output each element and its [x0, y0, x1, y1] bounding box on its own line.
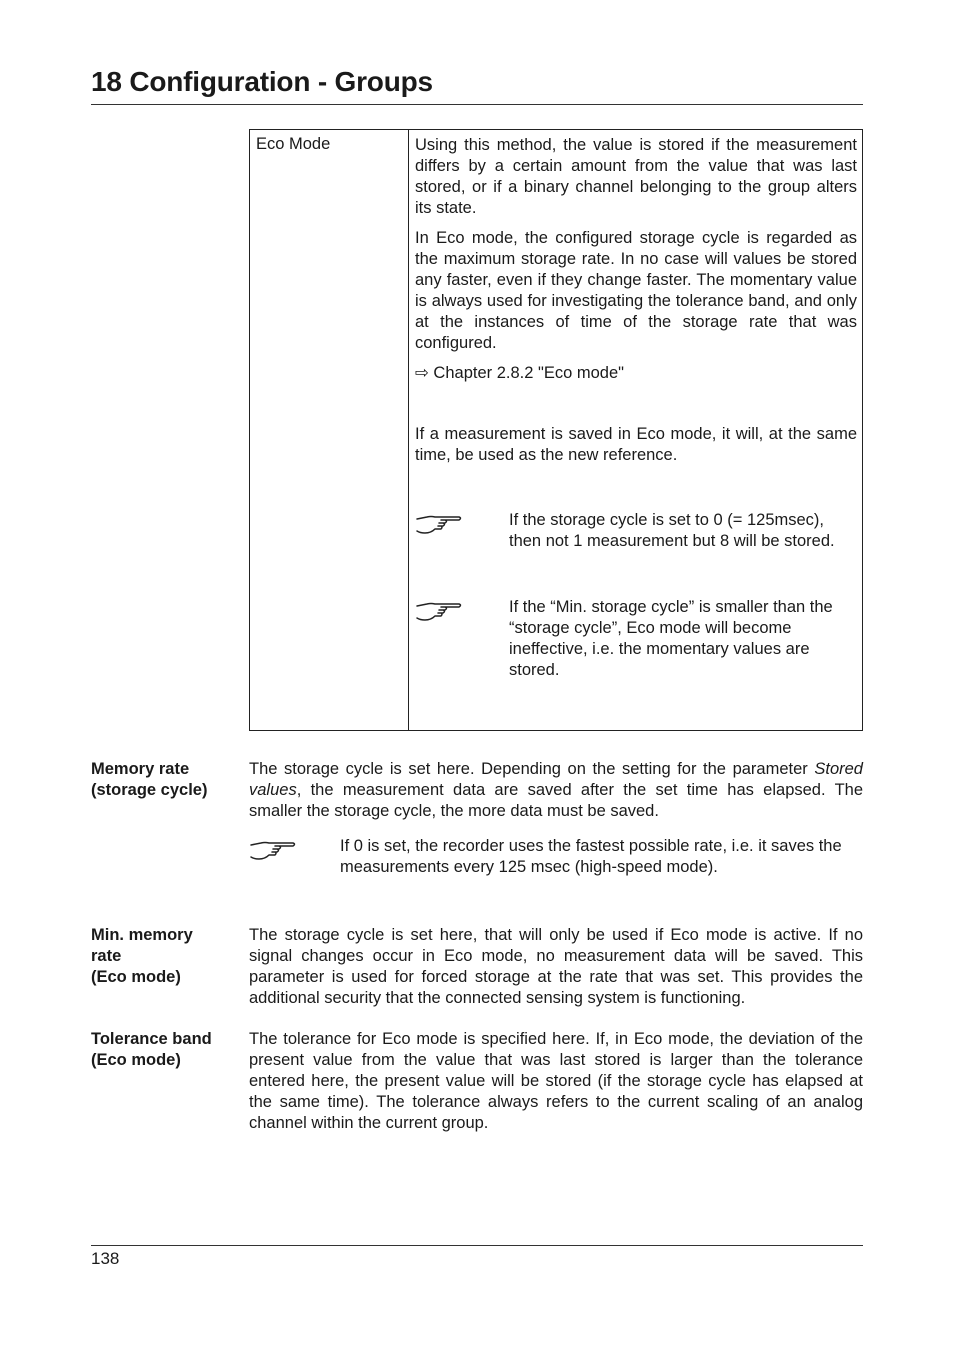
pointing-hand-icon [249, 836, 340, 878]
reference-arrow-icon: ⇨ [415, 364, 429, 382]
pointing-hand-icon [415, 597, 509, 626]
parameter-name: Stored values [249, 760, 863, 799]
eco-paragraph-2: In Eco mode, the configured storage cycle is regarded as the maximum storage rate. In no case will values be stored any faster, even if they change faster. The momentary value is always used for investigating the tolerance band, and only at the instances of time of the storage rate that was configured. [415, 229, 857, 352]
label-line: Min. memory [91, 926, 193, 944]
chapter-reference-text: Chapter 2.8.2 "Eco mode" [433, 364, 624, 382]
eco-paragraph-3: If a measurement is saved in Eco mode, it will, at the same time, be used as the new reference. [415, 425, 857, 464]
note-text: If 0 is set, the recorder uses the fastest possible rate, i.e. it saves the measurements every 125 msec (high-speed mode). [340, 837, 842, 876]
pointing-hand-icon [415, 510, 509, 539]
eco-mode-table [249, 129, 863, 731]
header-rule [91, 104, 863, 105]
memory-rate-note [249, 836, 863, 878]
label-line: rate [91, 947, 122, 965]
min-memory-rate-text: The storage cycle is set here, that will only be used if Eco mode is active. If no signal changes occur in Eco mode, no measurement data will be saved. This parameter is used for forced storage at the rate that was set. This provides the additional security that the connected sensing system is functioning. [249, 926, 863, 1007]
eco-mode-label: Eco Mode [256, 135, 331, 153]
page-number: 138 [91, 1249, 120, 1268]
note-text: If the storage cycle is set to 0 (= 125msec), then not 1 measurement but 8 will be stored. [509, 511, 835, 550]
min-memory-rate-label [91, 925, 241, 988]
eco-paragraph-1: Using this method, the value is stored if the measurement differs by a certain amount from the value that was last stored, or if a binary channel belonging to the group alters its state. [415, 136, 857, 217]
chapter-reference [415, 363, 857, 384]
label-line: Memory rate [91, 760, 190, 778]
footer-rule [91, 1245, 863, 1246]
text-part: , the measurement data are saved after the set time has elapsed. The smaller the storage cycle, the more data must be saved. [249, 781, 863, 820]
memory-rate-label [91, 759, 241, 801]
memory-rate-text [249, 759, 863, 822]
tolerance-band-label [91, 1029, 241, 1071]
text-part: The storage cycle is set here. Depending on the setting for the parameter [249, 760, 815, 778]
note-min-storage-cycle [415, 597, 857, 681]
label-line: (Eco mode) [91, 1051, 181, 1069]
label-line: (Eco mode) [91, 968, 181, 986]
tolerance-band-text: The tolerance for Eco mode is specified here. If, in Eco mode, the deviation of the present value from the value that was last stored is larger than the tolerance entered here, the present value will be stored (if the storage cycle has elapsed at the same time). The tolerance always refers to the current scaling of an analog channel within the current group. [249, 1030, 863, 1132]
note-storage-cycle-zero [415, 510, 857, 552]
label-line: Tolerance band [91, 1030, 212, 1048]
label-line: (storage cycle) [91, 781, 208, 799]
eco-mode-description [415, 135, 857, 681]
table-column-divider [408, 130, 409, 730]
page-title: 18 Configuration - Groups [91, 66, 433, 97]
note-text: If the “Min. storage cycle” is smaller than the “storage cycle”, Eco mode will become ineffective, i.e. the momentary values are stored. [509, 598, 833, 679]
